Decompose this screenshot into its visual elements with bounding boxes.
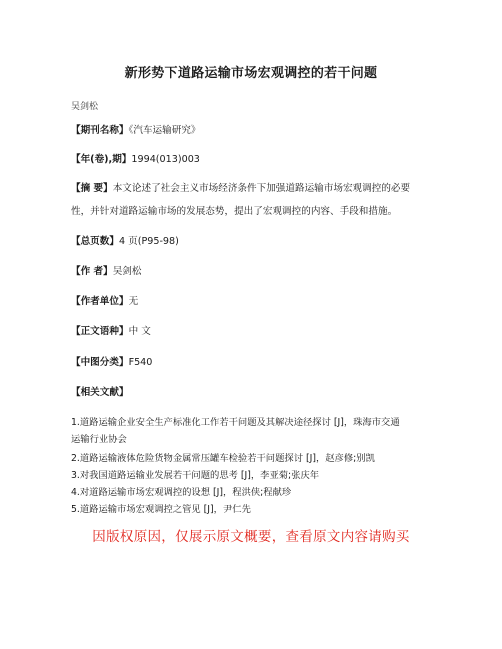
document-title: 新形势下道路运输市场宏观调控的若干问题 <box>124 66 378 81</box>
related-item[interactable]: 3.对我国道路运输业发展若干问题的思考 [J]，李亚菊;张庆年 <box>71 470 320 481</box>
affiliation-value: 无 <box>128 296 139 307</box>
language-label: 【正文语种】 <box>71 326 129 337</box>
abstract-text-2: 性，并针对道路运输市场的发展态势，提出了宏观调控的内容、手段和措施。 <box>71 206 398 217</box>
authors-field <box>71 263 431 280</box>
author-line: 吴剑松 <box>71 102 99 112</box>
journal-value: 《汽车运输研究》 <box>128 125 201 136</box>
pages-field <box>71 233 431 250</box>
related-item[interactable]: 5.道路运输市场宏观调控之管见 [J]，尹仁先 <box>71 504 251 515</box>
related-item[interactable]: 2.道路运输液体危险货物金属常压罐车检验若干问题探讨 [J]，赵彦修;别凯 <box>71 453 375 464</box>
affiliation-field <box>71 293 431 310</box>
pages-value: 4 页(P95-98) <box>118 236 179 247</box>
year-volume-label: 【年(卷),期】 <box>71 154 132 165</box>
year-volume-field <box>71 151 431 168</box>
language-value: 中 文 <box>128 326 151 337</box>
classification-field <box>71 354 431 371</box>
related-label: 【相关文献】 <box>71 387 129 398</box>
journal-label: 【期刊名称】 <box>71 125 129 136</box>
related-item[interactable]: 4.对道路运输市场宏观调控的设想 [J]，程洪侠;程献珍 <box>71 487 292 498</box>
authors-label: 【作 者】 <box>71 266 113 277</box>
abstract-line-1 <box>71 180 410 197</box>
abstract-line-2 <box>71 203 397 220</box>
classification-value: F540 <box>128 357 153 368</box>
abstract-text-1: 本文论述了社会主义市场经济条件下加强道路运输市场宏观调控的必要 <box>112 183 411 194</box>
authors-value: 吴剑松 <box>112 266 142 277</box>
language-field <box>71 323 431 340</box>
abstract-label: 【摘 要】 <box>71 183 113 194</box>
affiliation-label: 【作者单位】 <box>71 296 129 307</box>
pages-label: 【总页数】 <box>71 236 119 247</box>
related-item-continuation[interactable]: 运输行业协会 <box>71 434 127 445</box>
journal-field <box>71 122 431 139</box>
classification-label: 【中图分类】 <box>71 357 129 368</box>
year-volume-value: 1994(013)003 <box>131 154 200 165</box>
related-header <box>71 384 431 401</box>
copyright-notice[interactable]: 因版权原因，仅展示原文概要，查看原文内容请购买 <box>92 529 410 545</box>
related-item[interactable]: 1.道路运输企业安全生产标准化工作若干问题及其解决途径探讨 [J]，珠海市交通 <box>71 417 400 428</box>
